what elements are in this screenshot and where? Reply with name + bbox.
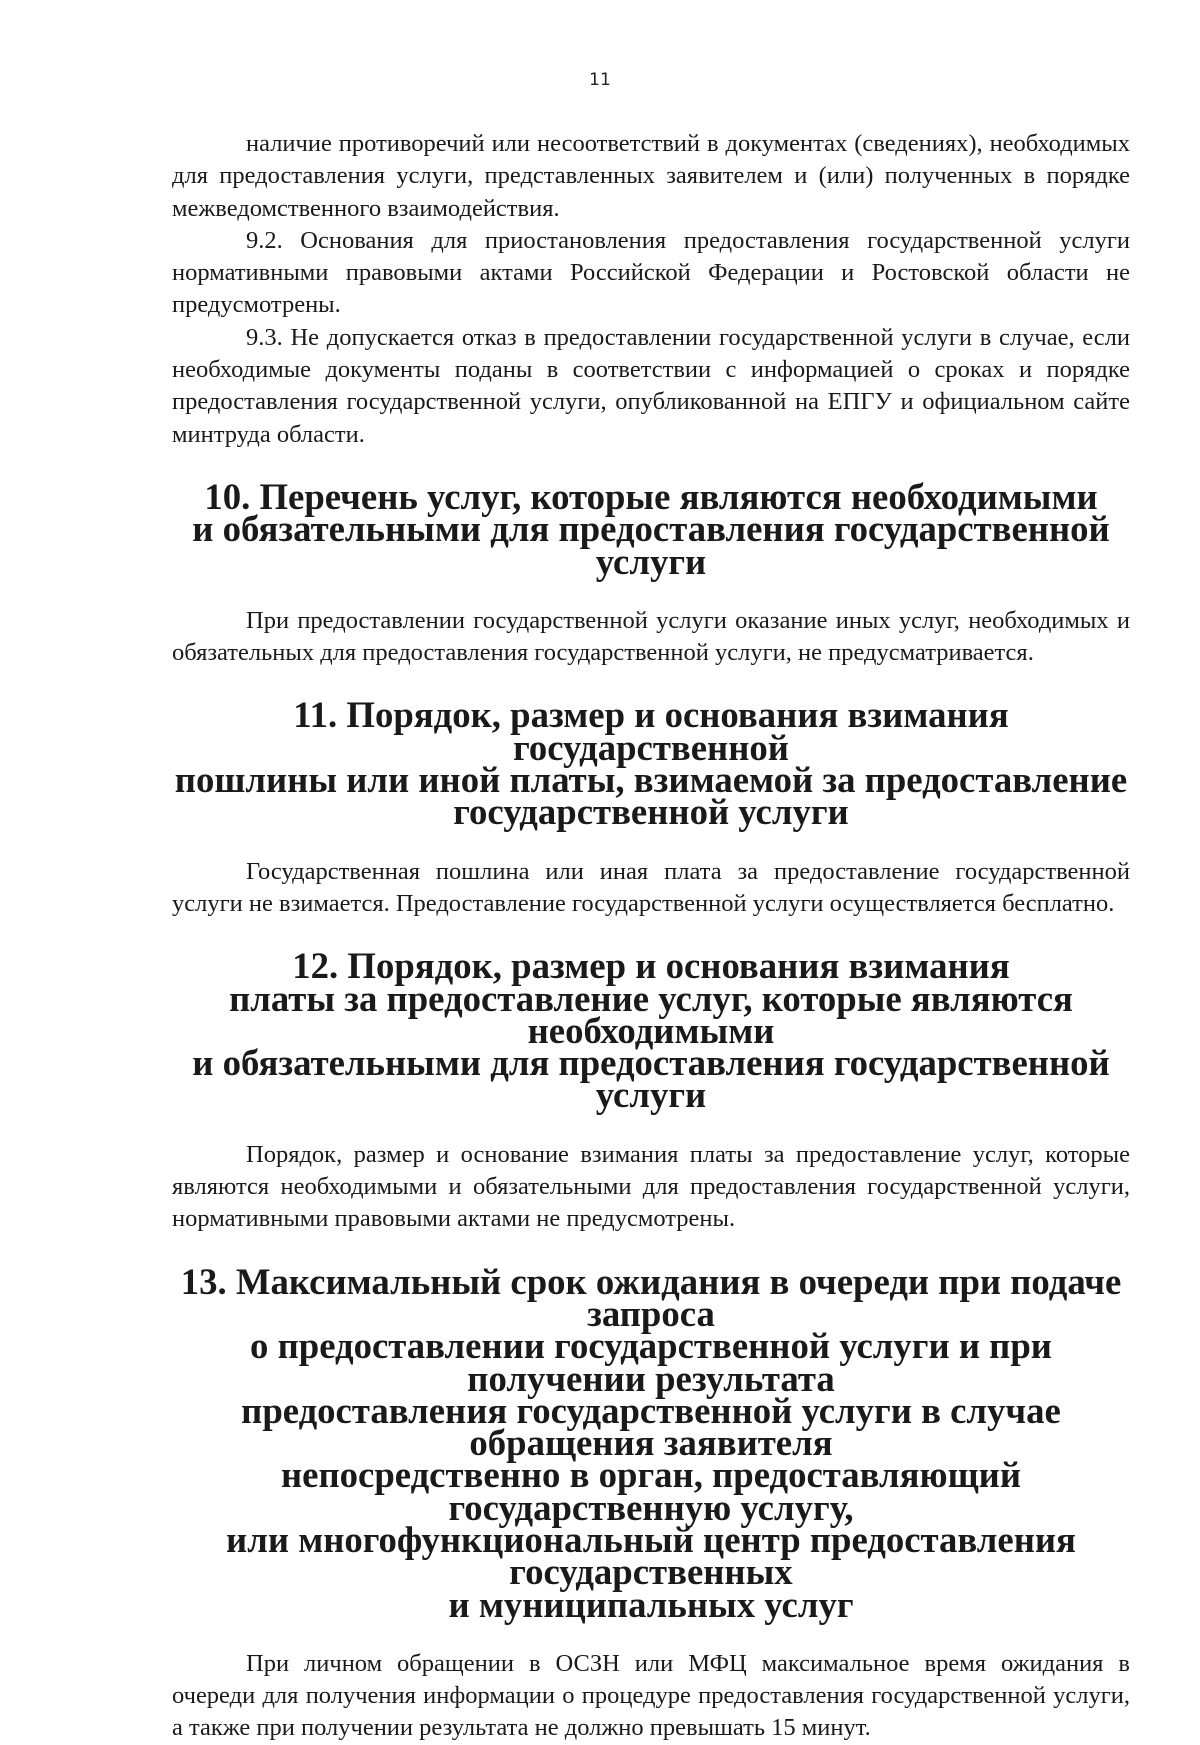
section-12-text: Порядок, размер и основание взимания платы за предоставление услуг, которые являются необходимыми и обязательными для предоставления государственной услуги, нормативными правовыми актами не предусмотрены. [172,1140,1130,1233]
section-12-heading [172,945,1130,1116]
heading-line: и обязательными для предоставления государственной услуги [192,1042,1110,1116]
page-number: 11 [589,70,611,90]
heading-line: платы за предоставление услуг, которые являются необходимыми [229,977,1073,1051]
section-13-heading [172,1260,1130,1625]
heading-line: или многофункциональный центр предоставления государственных [226,1518,1076,1593]
heading-line: 11. Порядок, размер и основания взимания государственной [293,694,1009,768]
heading-line: и муниципальных услуг [448,1583,854,1625]
document-body [172,128,1130,1745]
section-10-text: При предоставлении государственной услуги оказание иных услуг, необходимых и обязательных для предоставления государственной услуги, не предусматривается. [172,606,1130,667]
section-11-text: Государственная пошлина или иная плата за предоставление государственной услуги не взимается. Предоставление государственной услуги осуществляется бесплатно. [172,857,1130,917]
heading-line: 13. Максимальный срок ожидания в очереди при подаче запроса [180,1260,1122,1334]
paragraph-9-3: 9.3. Не допускается отказ в предоставлении государственной услуги в случае, если необходимые документы поданы в соответствии с информацией о сроках и порядке предоставления государственной услуги, опубликованной на ЕПГУ и официальном сайте минтруда области. [172,323,1130,448]
heading-line: государственной услуги [453,791,849,833]
section-11-heading [172,694,1130,833]
heading-line: 10. Перечень услуг, которые являются необходимыми [204,475,1098,517]
paragraph-9-2: 9.2. Основания для приостановления предоставления государственной услуги нормативными правовыми актами Российской Федерации и Ростовской области не предусмотрены. [172,226,1130,319]
heading-line: пошлины или иной платы, взимаемой за предоставление [174,759,1128,801]
section-10-heading [172,475,1130,582]
heading-line: непосредственно в орган, предоставляющий государственную услугу, [280,1454,1021,1528]
heading-line: предоставления государственной услуги в случае обращения заявителя [241,1389,1061,1464]
heading-line: и обязательными для предоставления государственной услуги [192,508,1110,582]
heading-line: о предоставлении государственной услуги и при получении результата [250,1325,1052,1399]
paragraph-contradictions: наличие противоречий или несоответствий в документах (сведениях), необходимых для предоставления услуги, представленных заявителем и (или) полученных в порядке межведомственного взаимодействия. [172,130,1130,222]
section-13-text: При личном обращении в ОСЗН или МФЦ максимальное время ожидания в очереди для получения информации о процедуре предоставления государственной услуги, а также при получении результата не должно превышать 15 минут. [172,1649,1130,1742]
heading-line: 12. Порядок, размер и основания взимания [292,945,1010,987]
